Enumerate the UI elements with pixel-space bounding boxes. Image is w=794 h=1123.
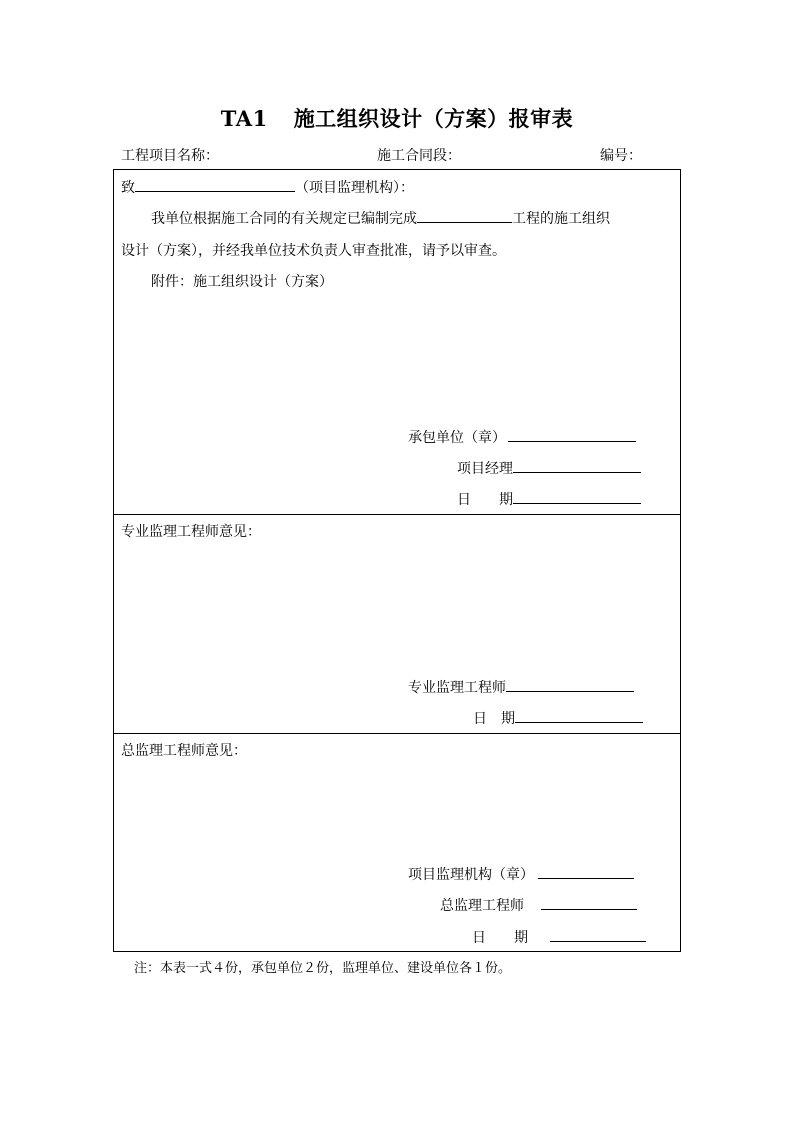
body-line-2: 设计（方案），并经我单位技术负责人审查批准，请予以审查。 (121, 243, 506, 259)
form-title-text: 施工组织设计（方案）报审表 (293, 106, 574, 131)
engineer-label: 专业监理工程师 (408, 680, 506, 696)
form-title (0, 103, 794, 133)
date-blank-3[interactable] (550, 927, 646, 942)
engineer-sign-line (408, 677, 634, 697)
number-label: 编号： (600, 148, 642, 164)
contract-section-label: 施工合同段： (377, 148, 461, 164)
body-line-1 (151, 208, 610, 228)
date-label-2: 日 期 (473, 711, 515, 727)
engineer-opinion-label: 专业监理工程师意见： (121, 524, 261, 540)
date-blank-2[interactable] (515, 708, 643, 723)
chief-blank[interactable] (541, 895, 637, 910)
body-line1-end: 工程的施工组织 (512, 211, 610, 227)
chief-sign-line (440, 895, 637, 915)
date-label-3: 日 期 (472, 930, 528, 946)
org-label: 项目监理机构（章） (408, 867, 534, 883)
contractor-sign-line (408, 427, 636, 447)
addressee-line (121, 177, 414, 197)
date-blank-1[interactable] (513, 489, 641, 504)
date-sign-line-1 (457, 489, 641, 509)
engineer-opinion-section (113, 514, 681, 734)
date-sign-line-2 (473, 708, 643, 728)
project-name-label: 工程项目名称： (121, 148, 219, 164)
project-blank[interactable] (417, 208, 512, 223)
to-prefix: 致 (121, 180, 135, 196)
contractor-label: 承包单位（章） (408, 430, 506, 446)
form-code: TA1 (220, 106, 268, 131)
chief-opinion-label: 总监理工程师意见： (121, 743, 247, 759)
pm-blank[interactable] (513, 458, 641, 473)
chief-opinion-section (113, 733, 681, 952)
date-label-1: 日 期 (457, 492, 513, 508)
org-blank[interactable] (538, 864, 634, 879)
contractor-blank[interactable] (508, 427, 636, 442)
engineer-blank[interactable] (506, 677, 634, 692)
pm-sign-line (457, 458, 641, 478)
form-note: 注：本表一式４份，承包单位２份，监理单位、建设单位各１份。 (134, 961, 512, 976)
chief-label: 总监理工程师 (440, 898, 524, 914)
attachment-line: 附件：施工组织设计（方案） (151, 274, 333, 290)
org-sign-line (408, 864, 634, 884)
date-sign-line-3 (472, 927, 646, 947)
addressee-blank[interactable] (135, 177, 295, 192)
pm-label: 项目经理 (457, 461, 513, 477)
body-line1-start: 我单位根据施工合同的有关规定已编制完成 (151, 211, 417, 227)
to-suffix: （项目监理机构）： (295, 180, 414, 196)
